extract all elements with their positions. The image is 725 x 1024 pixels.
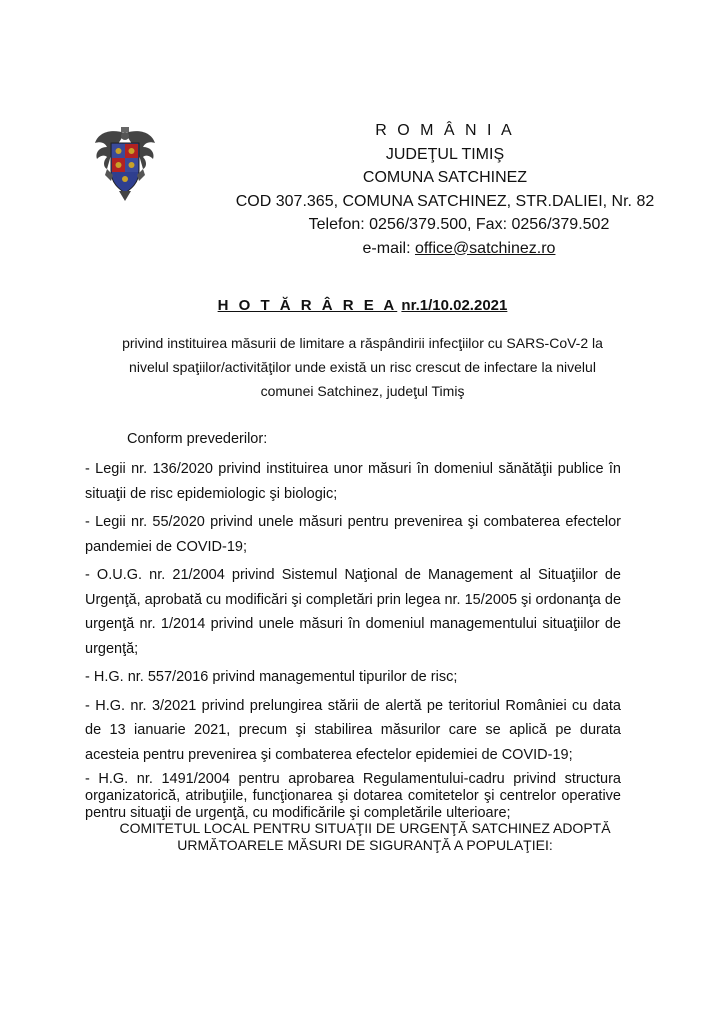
email-label: e-mail: <box>362 239 415 257</box>
law-item: - O.U.G. nr. 21/2004 privind Sistemul Naţional de Management al Situaţiilor de Urgenţă, aprobată cu modificări şi completări prin legea nr. 15/2005 şi ordonanţa de urgenţă nr. 1/2014 privind unele măsuri în domeniul managementului situaţiilor de urgenţă; <box>85 567 622 657</box>
title-word: H O T Ă R Â R E A <box>217 297 398 314</box>
email-link[interactable]: office@satchinez.ro <box>414 239 556 257</box>
address-line: COD 307.365, COMUNA SATCHINEZ, STR.DALIEI, Nr. 82 <box>235 192 655 210</box>
law-item: - H.G. nr. 3/2021 privind prelungirea stării de alertă pe teritoriul României cu data de 13 ianuarie 2021, precum şi stabilirea măsurilor care se aplică pe durata acesteia pentru prevenirea şi combaterea efectelor epidemiei de COVID-19; <box>85 697 621 763</box>
commune-name: COMUNA SATCHINEZ <box>362 169 528 186</box>
country-name: R O M Â N I A <box>375 122 515 139</box>
county-name: JUDEŢUL TIMIŞ <box>385 145 505 163</box>
law-item: - Legii nr. 55/2020 privind unele măsuri pentru prevenirea şi combaterea efectelor pandemiei de COVID-19; <box>85 514 621 555</box>
committee-statement <box>100 820 630 854</box>
conform-heading: Conform prevederilor: <box>127 431 268 447</box>
letterhead <box>180 119 710 260</box>
phone-line: Telefon: 0256/379.500, Fax: 0256/379.502 <box>308 216 610 233</box>
law-item: - Legii nr. 136/2020 privind instituirea unor măsuri în domeniul sănătăţii publice în situaţii de risc epidemiologic şi biologic; <box>85 461 621 502</box>
committee-line-1: COMITETUL LOCAL PENTRU SITUAŢII DE URGENŢĂ SATCHINEZ ADOPTĂ <box>119 820 611 836</box>
coat-of-arms-icon <box>93 125 157 201</box>
law-item: - H.G. nr. 1491/2004 pentru aprobarea Regulamentului-cadru privind structura organizatorică, atribuţiile, funcţionarea şi dotarea comitetelor şi centrelor operative pentru situaţii de urgenţă, cu modificările şi completările ulterioare; <box>85 771 621 821</box>
document-title <box>0 297 725 314</box>
committee-line-2: URMĂTOARELE MĂSURI DE SIGURANŢĂ A POPULAŢIEI: <box>177 837 553 853</box>
document-subject: privind instituirea măsurii de limitare a răspândirii infecţiilor cu SARS-CoV-2 la nivelul spaţiilor/activităţilor unde există un risc crescut de infectare la nivelul comunei Satchinez, judeţul Timiş <box>122 335 603 399</box>
email-line <box>180 237 710 261</box>
law-item: - H.G. nr. 557/2016 privind managementul tipurilor de risc; <box>85 669 458 685</box>
legal-references <box>85 457 621 826</box>
title-number: nr.1/10.02.2021 <box>401 297 508 314</box>
